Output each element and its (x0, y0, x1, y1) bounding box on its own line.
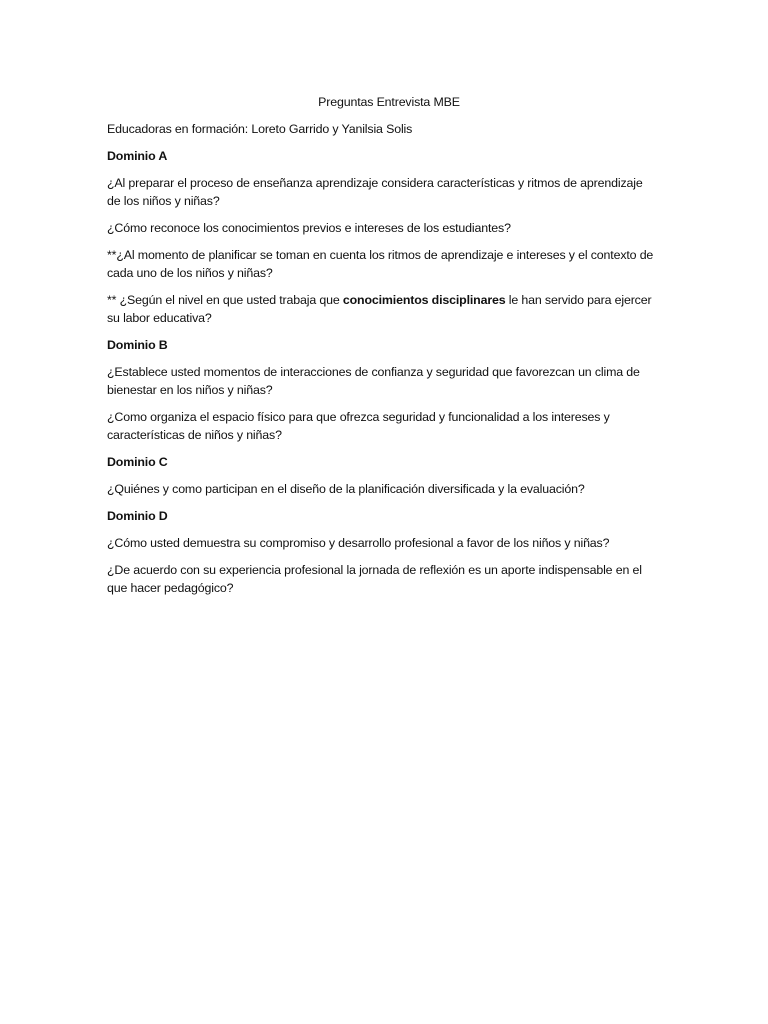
question-a2: ¿Cómo reconoce los conocimientos previos e intereses de los estudiantes? (107, 221, 511, 235)
question-a4-start: ** ¿Según el nivel en que usted trabaja que (107, 293, 343, 307)
question-a4-emphasis: conocimientos disciplinares (342, 293, 506, 307)
question-c1: ¿Quiénes y como participan en el diseño de la planificación diversificada y la evaluación? (107, 482, 585, 496)
question-b2: ¿Como organiza el espacio físico para que ofrezca seguridad y funcionalidad a los intereses y características de niños y niñas? (107, 410, 610, 442)
section-heading-d: Dominio D (107, 509, 168, 523)
question-d1: ¿Cómo usted demuestra su compromiso y desarrollo profesional a favor de los niños y niñas? (107, 536, 610, 550)
question-b1: ¿Establece usted momentos de interacciones de confianza y seguridad que favorezcan un clima de bienestar en los niños y niñas? (107, 365, 640, 397)
section-heading-c: Dominio C (107, 455, 168, 469)
question-a4 (107, 291, 659, 327)
section-heading-b: Dominio B (107, 338, 168, 352)
question-a4-end: le han servido para ejercer su labor educativa? (107, 293, 652, 325)
document-subtitle: Educadoras en formación: Loreto Garrido y Yanilsia Solis (107, 122, 413, 136)
question-a1: ¿Al preparar el proceso de enseñanza aprendizaje considera características y ritmos de aprendizaje de los niños y niñas? (107, 176, 643, 208)
question-d2: ¿De acuerdo con su experiencia profesional la jornada de reflexión es un aporte indispensable en el que hacer pedagógico? (107, 563, 642, 595)
question-a3: **¿Al momento de planificar se toman en cuenta los ritmos de aprendizaje e intereses y el contexto de cada uno de los niños y niñas? (107, 248, 654, 280)
section-heading-a: Dominio A (107, 149, 168, 163)
document-body (107, 93, 659, 606)
document-title: Preguntas Entrevista MBE (318, 95, 460, 109)
